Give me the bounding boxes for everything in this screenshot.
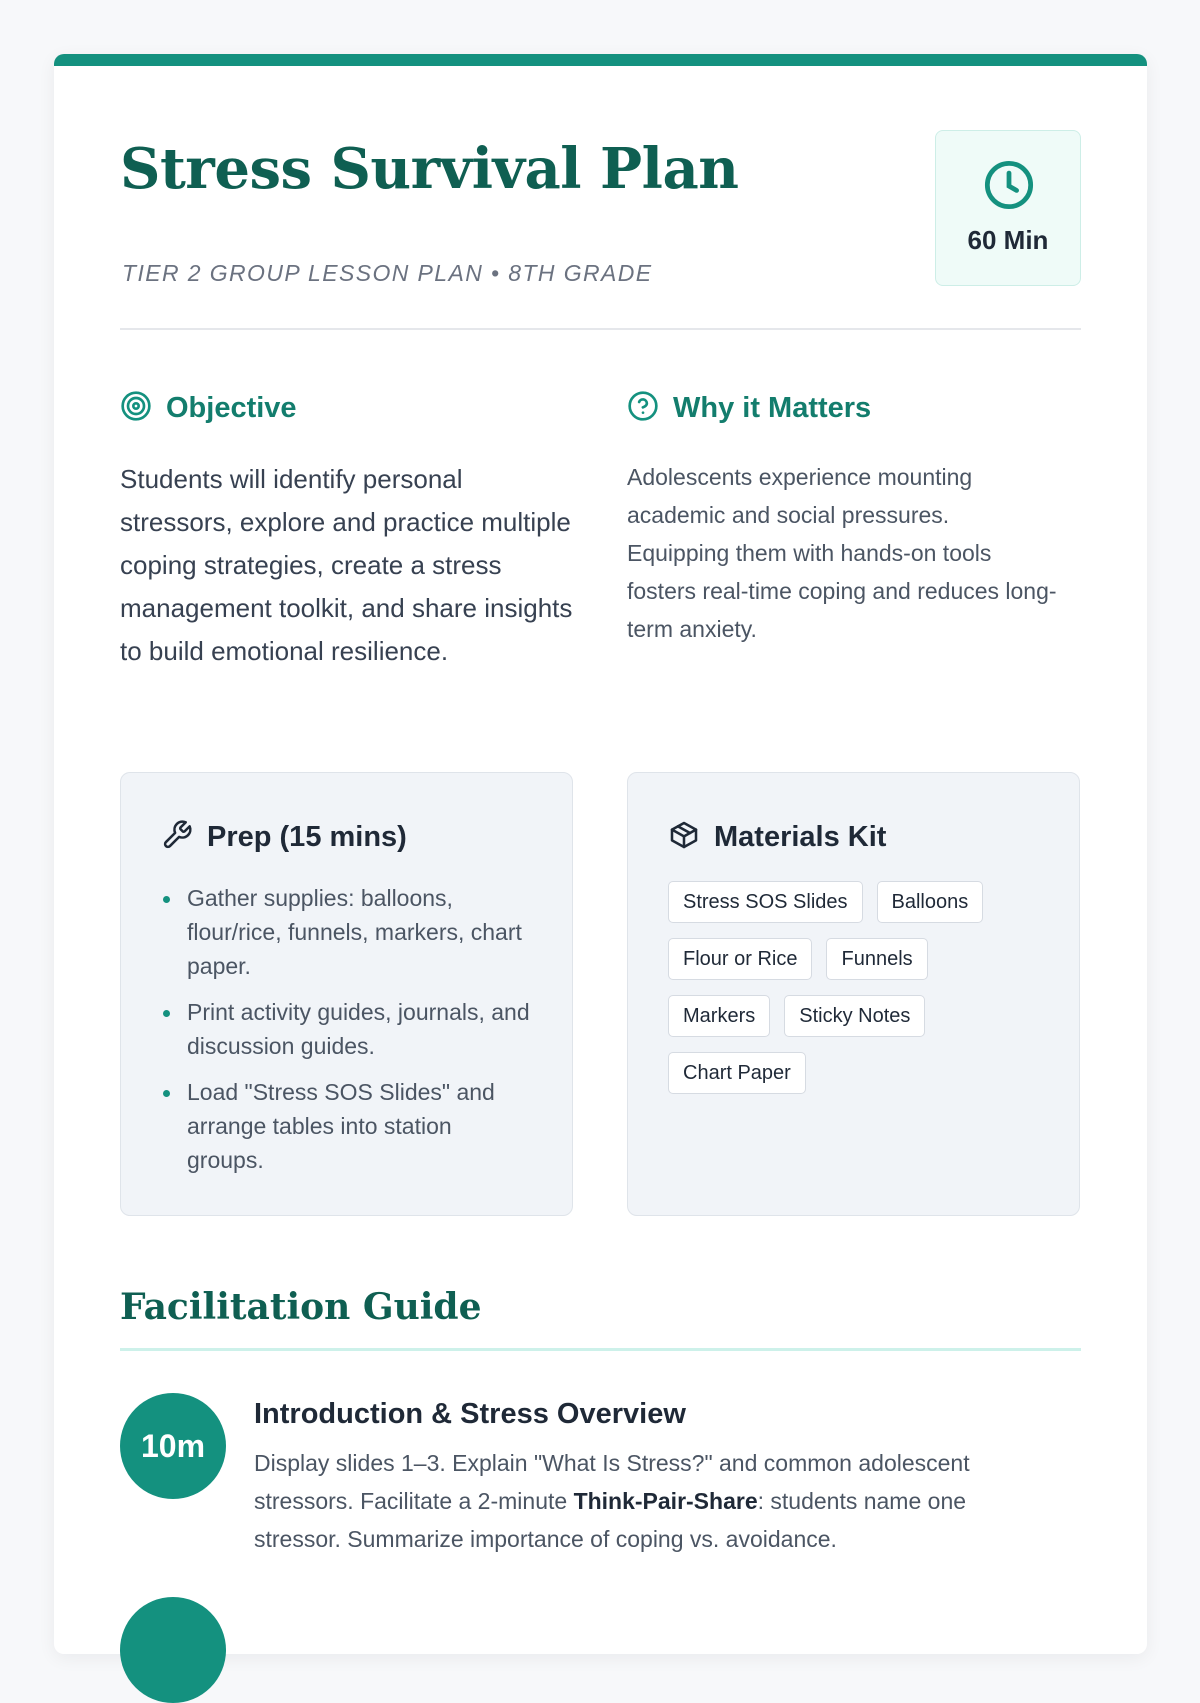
objective-title: Objective (166, 392, 297, 424)
divider (120, 1348, 1081, 1351)
page-title: Stress Survival Plan (120, 136, 739, 202)
list-item: Print activity guides, journals, and discussion guides. (161, 995, 531, 1063)
prep-panel (120, 772, 573, 1216)
material-chip: Chart Paper (668, 1052, 806, 1094)
facilitation-guide-title: Facilitation Guide (120, 1286, 482, 1328)
question-circle-icon (627, 390, 659, 427)
why-title: Why it Matters (673, 392, 872, 424)
box-icon (668, 819, 700, 856)
material-chip: Funnels (826, 938, 927, 980)
duration-label: 60 Min (967, 225, 1049, 255)
material-chip: Markers (668, 995, 770, 1037)
lesson-header (120, 130, 1081, 330)
materials-heading (668, 819, 886, 856)
material-chip: Sticky Notes (784, 995, 925, 1037)
step-description-text: Display slides 1–3. Explain "What Is Stress?" and common adolescent stressors. Facilitate a 2-minute (254, 1450, 970, 1514)
wrench-icon (161, 819, 193, 856)
materials-title: Materials Kit (714, 821, 887, 853)
material-chip: Stress SOS Slides (668, 881, 863, 923)
step-time-badge-partial (120, 1597, 226, 1703)
prep-heading (161, 819, 407, 856)
step-title: Introduction & Stress Overview (254, 1398, 686, 1430)
page-subtitle: TIER 2 GROUP LESSON PLAN • 8TH GRADE (122, 260, 653, 286)
material-chip: Balloons (877, 881, 984, 923)
materials-panel (627, 772, 1080, 1216)
why-heading (627, 390, 871, 427)
list-item: Gather supplies: balloons, flour/rice, funnels, markers, chart paper. (161, 881, 531, 983)
materials-chips (668, 881, 1048, 1109)
material-chip: Flour or Rice (668, 938, 812, 980)
step-time-badge: 10m (120, 1393, 226, 1499)
step-description (254, 1444, 1054, 1558)
target-icon (120, 390, 152, 427)
objective-text: Students will identify personal stressors, explore and practice multiple coping strategies, create a stress management toolkit, and share insights to build emotional resilience. (120, 464, 573, 666)
prep-title: Prep (15 mins) (207, 821, 407, 853)
card-accent-bar (54, 54, 1147, 66)
prep-list (161, 881, 531, 1189)
step-description-emphasis: Think-Pair-Share (573, 1488, 758, 1514)
duration-badge (935, 130, 1081, 286)
objective-heading (120, 390, 297, 427)
why-text: Adolescents experience mounting academic and social pressures. Equipping them with hands-on tools fosters real-time coping and reduces long-term anxiety. (627, 464, 1057, 642)
list-item: Load "Stress SOS Slides" and arrange tables into station groups. (161, 1075, 531, 1177)
step-description-text: : students name one stressor. Summarize importance of coping vs. avoidance. (254, 1488, 967, 1552)
